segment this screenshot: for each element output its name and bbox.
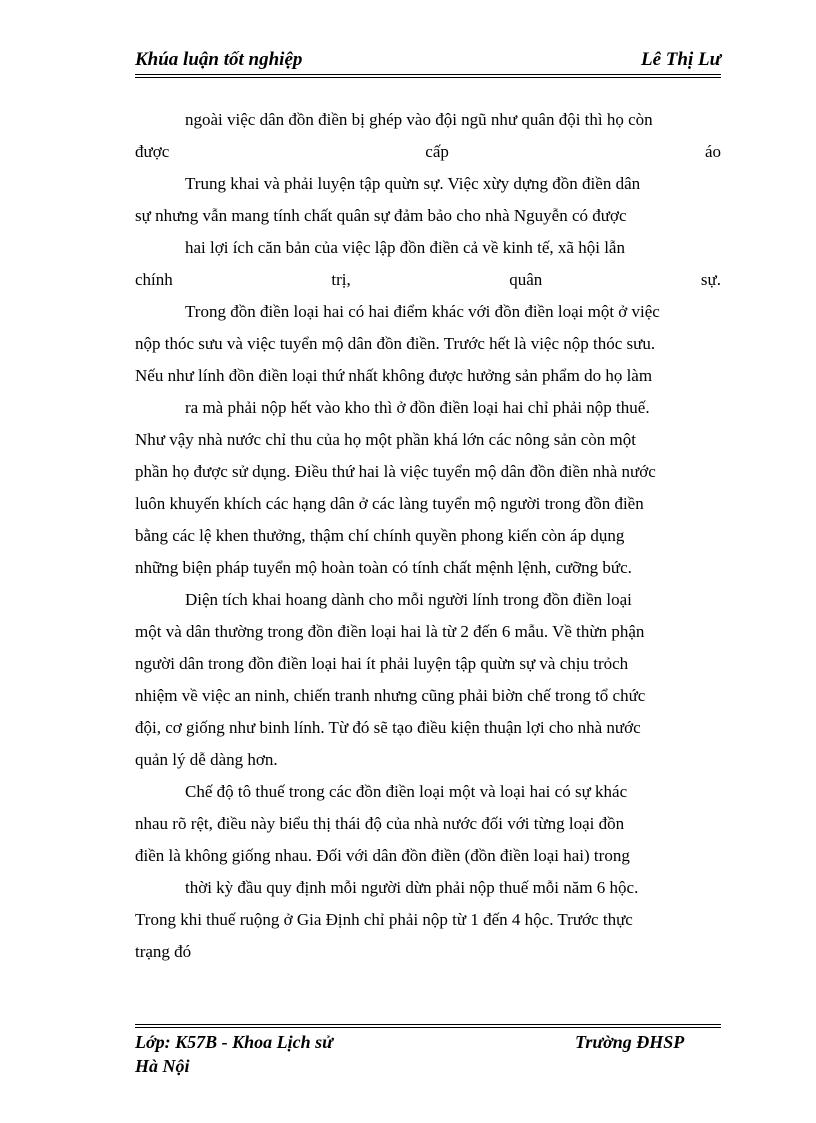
- text-line: Như vậy nhà nước chỉ thu của họ một phần khá lớn các nông sản còn một: [135, 430, 636, 449]
- word: cấp: [425, 142, 449, 161]
- text-line: luôn khuyến khích các hạng dân ở các làng tuyển mộ người trong đồn điền: [135, 494, 644, 513]
- text-line: phần họ được sử dụng. Điều thứ hai là việc tuyển mộ dân đồn điền nhà nước: [135, 462, 656, 481]
- footer-city: Hà Nội: [135, 1056, 190, 1076]
- text-line: nhau rõ rệt, điều này biểu thị thái độ của nhà nước đối với từng loại đồn: [135, 814, 625, 833]
- text-line: người dân trong đồn điền loại hai ít phải luyện tập quừn sự và chịu trỏch: [135, 654, 629, 673]
- word: sự.: [700, 270, 721, 289]
- text-line: nhiệm về việc an ninh, chiến tranh nhưng cũng phải biờn chế trong tổ chức: [135, 686, 646, 705]
- text-line: đội, cơ giống như binh lính. Từ đó sẽ tạo điều kiện thuận lợi cho nhà nước: [135, 718, 641, 737]
- page-footer: [135, 1030, 721, 1078]
- footer-school: Trường ĐHSP: [575, 1032, 685, 1052]
- text-line: Chế độ tô thuế trong các đồn điền loại một và loại hai có sự khác: [185, 782, 628, 801]
- header-author: Lê Thị Lư: [641, 49, 721, 70]
- header-title: Khúa luận tốt nghiệp: [135, 49, 303, 70]
- text-line-justified: [135, 136, 721, 168]
- text-line: Trong đồn điền loại hai có hai điểm khác với đồn điền loại một ở việc: [185, 302, 660, 321]
- text-line: sự nhưng vẫn mang tính chất quân sự đảm bảo cho nhà Nguyễn có được: [135, 206, 627, 225]
- word: trị,: [331, 270, 351, 289]
- page-header: [135, 47, 721, 75]
- text-line: bằng các lệ khen thưởng, thậm chí chính quyền phong kiến còn áp dụng: [135, 526, 625, 545]
- footer-class-label: Lớp: K57B - Khoa Lịch sử: [135, 1032, 333, 1052]
- footer-rule: [135, 1024, 721, 1028]
- text-line: ngoài việc dân đồn điền bị ghép vào đội ngũ như quân đội thì họ còn: [185, 110, 653, 129]
- text-line: Trong khi thuế ruộng ở Gia Định chỉ phải nộp từ 1 đến 4 hộc. Trước thực: [135, 910, 633, 929]
- text-line-justified: [135, 264, 721, 296]
- text-line: một và dân thường trong đồn điền loại hai là từ 2 đến 6 mẫu. Về thừn phận: [135, 622, 645, 641]
- text-line: Diện tích khai hoang dành cho mỗi người lính trong đồn điền loại: [185, 590, 632, 609]
- header-rule: [135, 74, 721, 78]
- text-line: Nếu như lính đồn điền loại thứ nhất không được hưởng sản phẩm do họ làm: [135, 366, 653, 385]
- text-line: thời kỳ đầu quy định mỗi người dừn phải nộp thuế mỗi năm 6 hộc.: [185, 878, 639, 897]
- text-line: trạng đó: [135, 942, 192, 961]
- text-line: Trung khai và phải luyện tập quừn sự. Việc xừy dựng đồn điền dân: [185, 174, 641, 193]
- text-line: điền là không giống nhau. Đối với dân đồn điền (đồn điền loại hai) trong: [135, 846, 630, 865]
- word: được: [135, 142, 170, 161]
- text-line: hai lợi ích căn bản của việc lập đồn điền cả về kinh tế, xã hội lẫn: [185, 238, 625, 257]
- word: quân: [509, 270, 543, 289]
- text-line: nộp thóc sưu và việc tuyển mộ dân đồn điền. Trước hết là việc nộp thóc sưu.: [135, 334, 656, 353]
- text-line: những biện pháp tuyển mộ hoàn toàn có tính chất mệnh lệnh, cưỡng bức.: [135, 558, 632, 577]
- text-line: ra mà phải nộp hết vào kho thì ở đồn điền loại hai chỉ phải nộp thuế.: [185, 398, 650, 417]
- word: áo: [704, 142, 721, 161]
- word: chính: [135, 270, 173, 289]
- document-body: [135, 104, 721, 968]
- text-line: quản lý dễ dàng hơn.: [135, 750, 278, 769]
